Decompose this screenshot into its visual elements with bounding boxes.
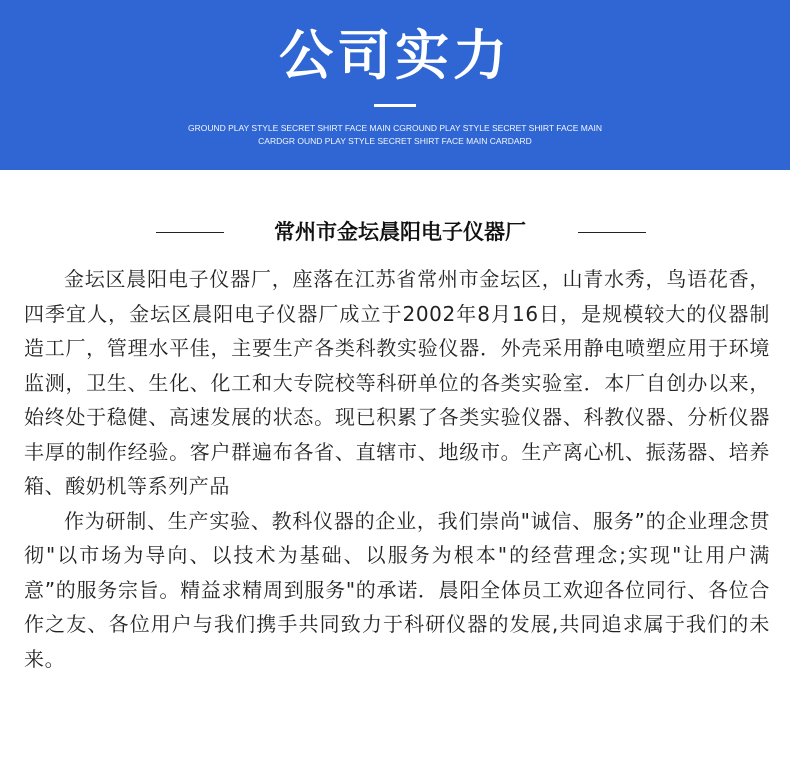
banner-subtitle: GROUND PLAY STYLE SECRET SHIRT FACE MAIN CGROUND PLAY STYLE SECRET SHIRT FACE MAIN CARDGR OUND PLAY STYLE SECRET SHIRT FACE MAIN CARDARD — [187, 123, 603, 146]
company-description — [24, 262, 770, 676]
paragraph-philosophy: 作为研制、生产实验、教科仪器的企业，我们崇尚"诚信、服务”的企业理念贯彻"以市场为导向、以技术为基础、以服务为根本"的经营理念;实现"让用户满意”的服务宗旨。精益求精周到服务"的承诺．晨阳全体员工欢迎各位同行、各位合作之友、各位用户与我们携手共同致力于科研仪器的发展,共同追求属于我们的未来。 — [24, 508, 770, 671]
section-heading: 常州市金坛晨阳电子仪器厂 — [274, 220, 526, 244]
section-heading-row — [0, 218, 790, 246]
paragraph-intro: 金坛区晨阳电子仪器厂，座落在江苏省常州市金坛区，山青水秀，鸟语花香，四季宜人，金坛区晨阳电子仪器厂成立于2002年8月16日，是规模较大的仪器制造工厂，管理水平佳，主要生产各类科教实验仪器．外壳采用静电喷塑应用于环境监测，卫生、生化、化工和大专院校等科研单位的各类实验室．本厂自创办以来，始终处于稳健、高速发展的状态。现已积累了各类实验仪器、科教仪器、分析仪器丰厚的制作经验。客户群遍布各省、直辖市、地级市。生产离心机、振荡器、培养箱、酸奶机等系列产品 — [24, 267, 770, 498]
banner-title: 公司实力 — [279, 24, 511, 87]
heading-divider-left — [156, 232, 224, 233]
banner-underline — [374, 104, 416, 107]
header-banner — [0, 0, 790, 170]
heading-divider-right — [578, 232, 646, 233]
